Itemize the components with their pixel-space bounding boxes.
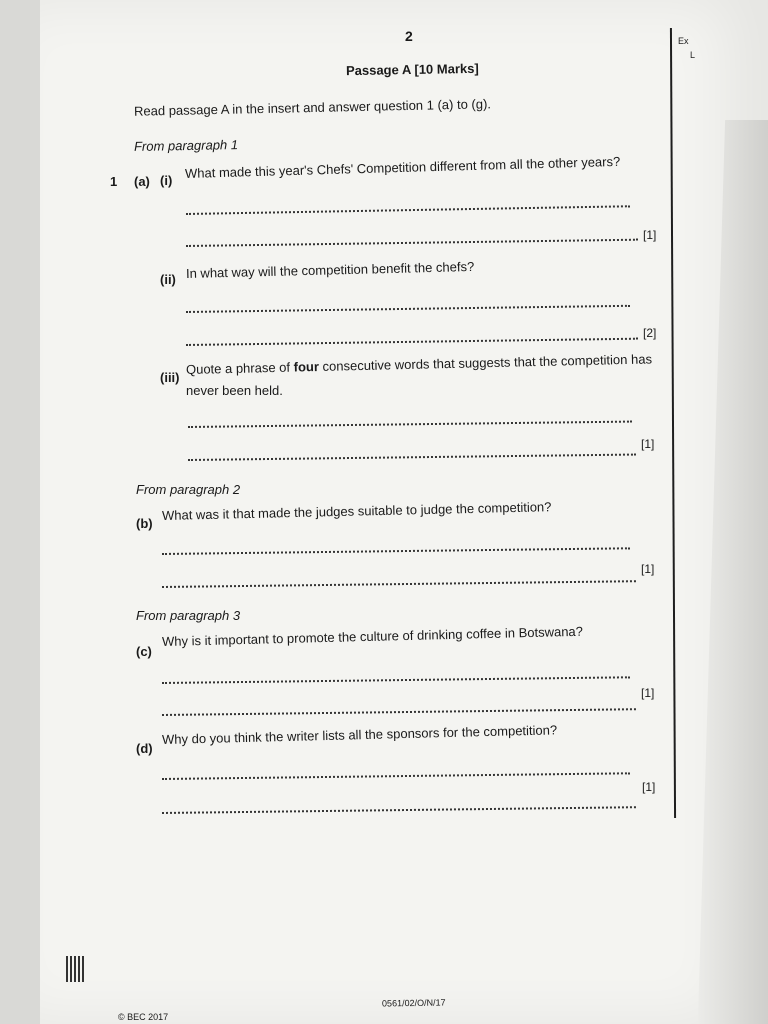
passage-heading: Passage A [10 Marks] xyxy=(345,60,479,79)
instruction-text: Read passage A in the insert and answer question 1 (a) to (g). xyxy=(133,96,492,119)
marks-c: [1] xyxy=(641,686,655,700)
paper-code: 0561/02/O/N/17 xyxy=(381,997,446,1009)
copyright: © BEC 2017 xyxy=(118,1012,169,1022)
question-a-ii-text: In what way will the competition benefit the chefs? xyxy=(185,258,475,281)
question-a-iii-label: (iii) xyxy=(160,370,180,385)
marks-a-i: [1] xyxy=(643,228,657,242)
question-c-label: (c) xyxy=(136,644,152,659)
marks-d: [1] xyxy=(642,780,656,794)
examiner-column-label: Ex xyxy=(678,36,689,46)
question-a-ii-label: (ii) xyxy=(160,272,176,287)
section-label-paragraph-3: From paragraph 3 xyxy=(136,608,241,623)
emphasis-four: four xyxy=(293,358,320,375)
question-a-iii-text-line2: never been held. xyxy=(186,383,283,398)
question-d-text: Why do you think the writer lists all the sponsors for the competition? xyxy=(161,722,558,747)
section-label-paragraph-2: From paragraph 2 xyxy=(136,482,241,497)
section-label-paragraph-1: From paragraph 1 xyxy=(133,137,239,154)
marks-b: [1] xyxy=(641,562,655,576)
question-b-label: (b) xyxy=(136,516,153,531)
question-c-text: Why is it important to promote the culture of drinking coffee in Botswana? xyxy=(161,623,584,649)
marks-a-ii: [2] xyxy=(643,326,657,340)
page-number: 2 xyxy=(405,28,413,44)
question-a-i-text: What made this year's Chefs' Competition different from all the other years? xyxy=(184,153,621,181)
question-number: 1 xyxy=(110,174,118,189)
barcode-icon xyxy=(66,956,84,982)
question-a-i-label: (i) xyxy=(160,173,173,188)
marks-a-iii: [1] xyxy=(641,437,655,451)
question-a-label: (a) xyxy=(134,174,150,189)
examiner-column-label-small: L xyxy=(690,50,696,60)
question-d-label: (d) xyxy=(136,741,153,756)
question-b-text: What was it that made the judges suitable to judge the competition? xyxy=(161,499,552,523)
question-a-iii-text: Quote a phrase of four consecutive words that suggests that the competition has xyxy=(185,351,653,377)
